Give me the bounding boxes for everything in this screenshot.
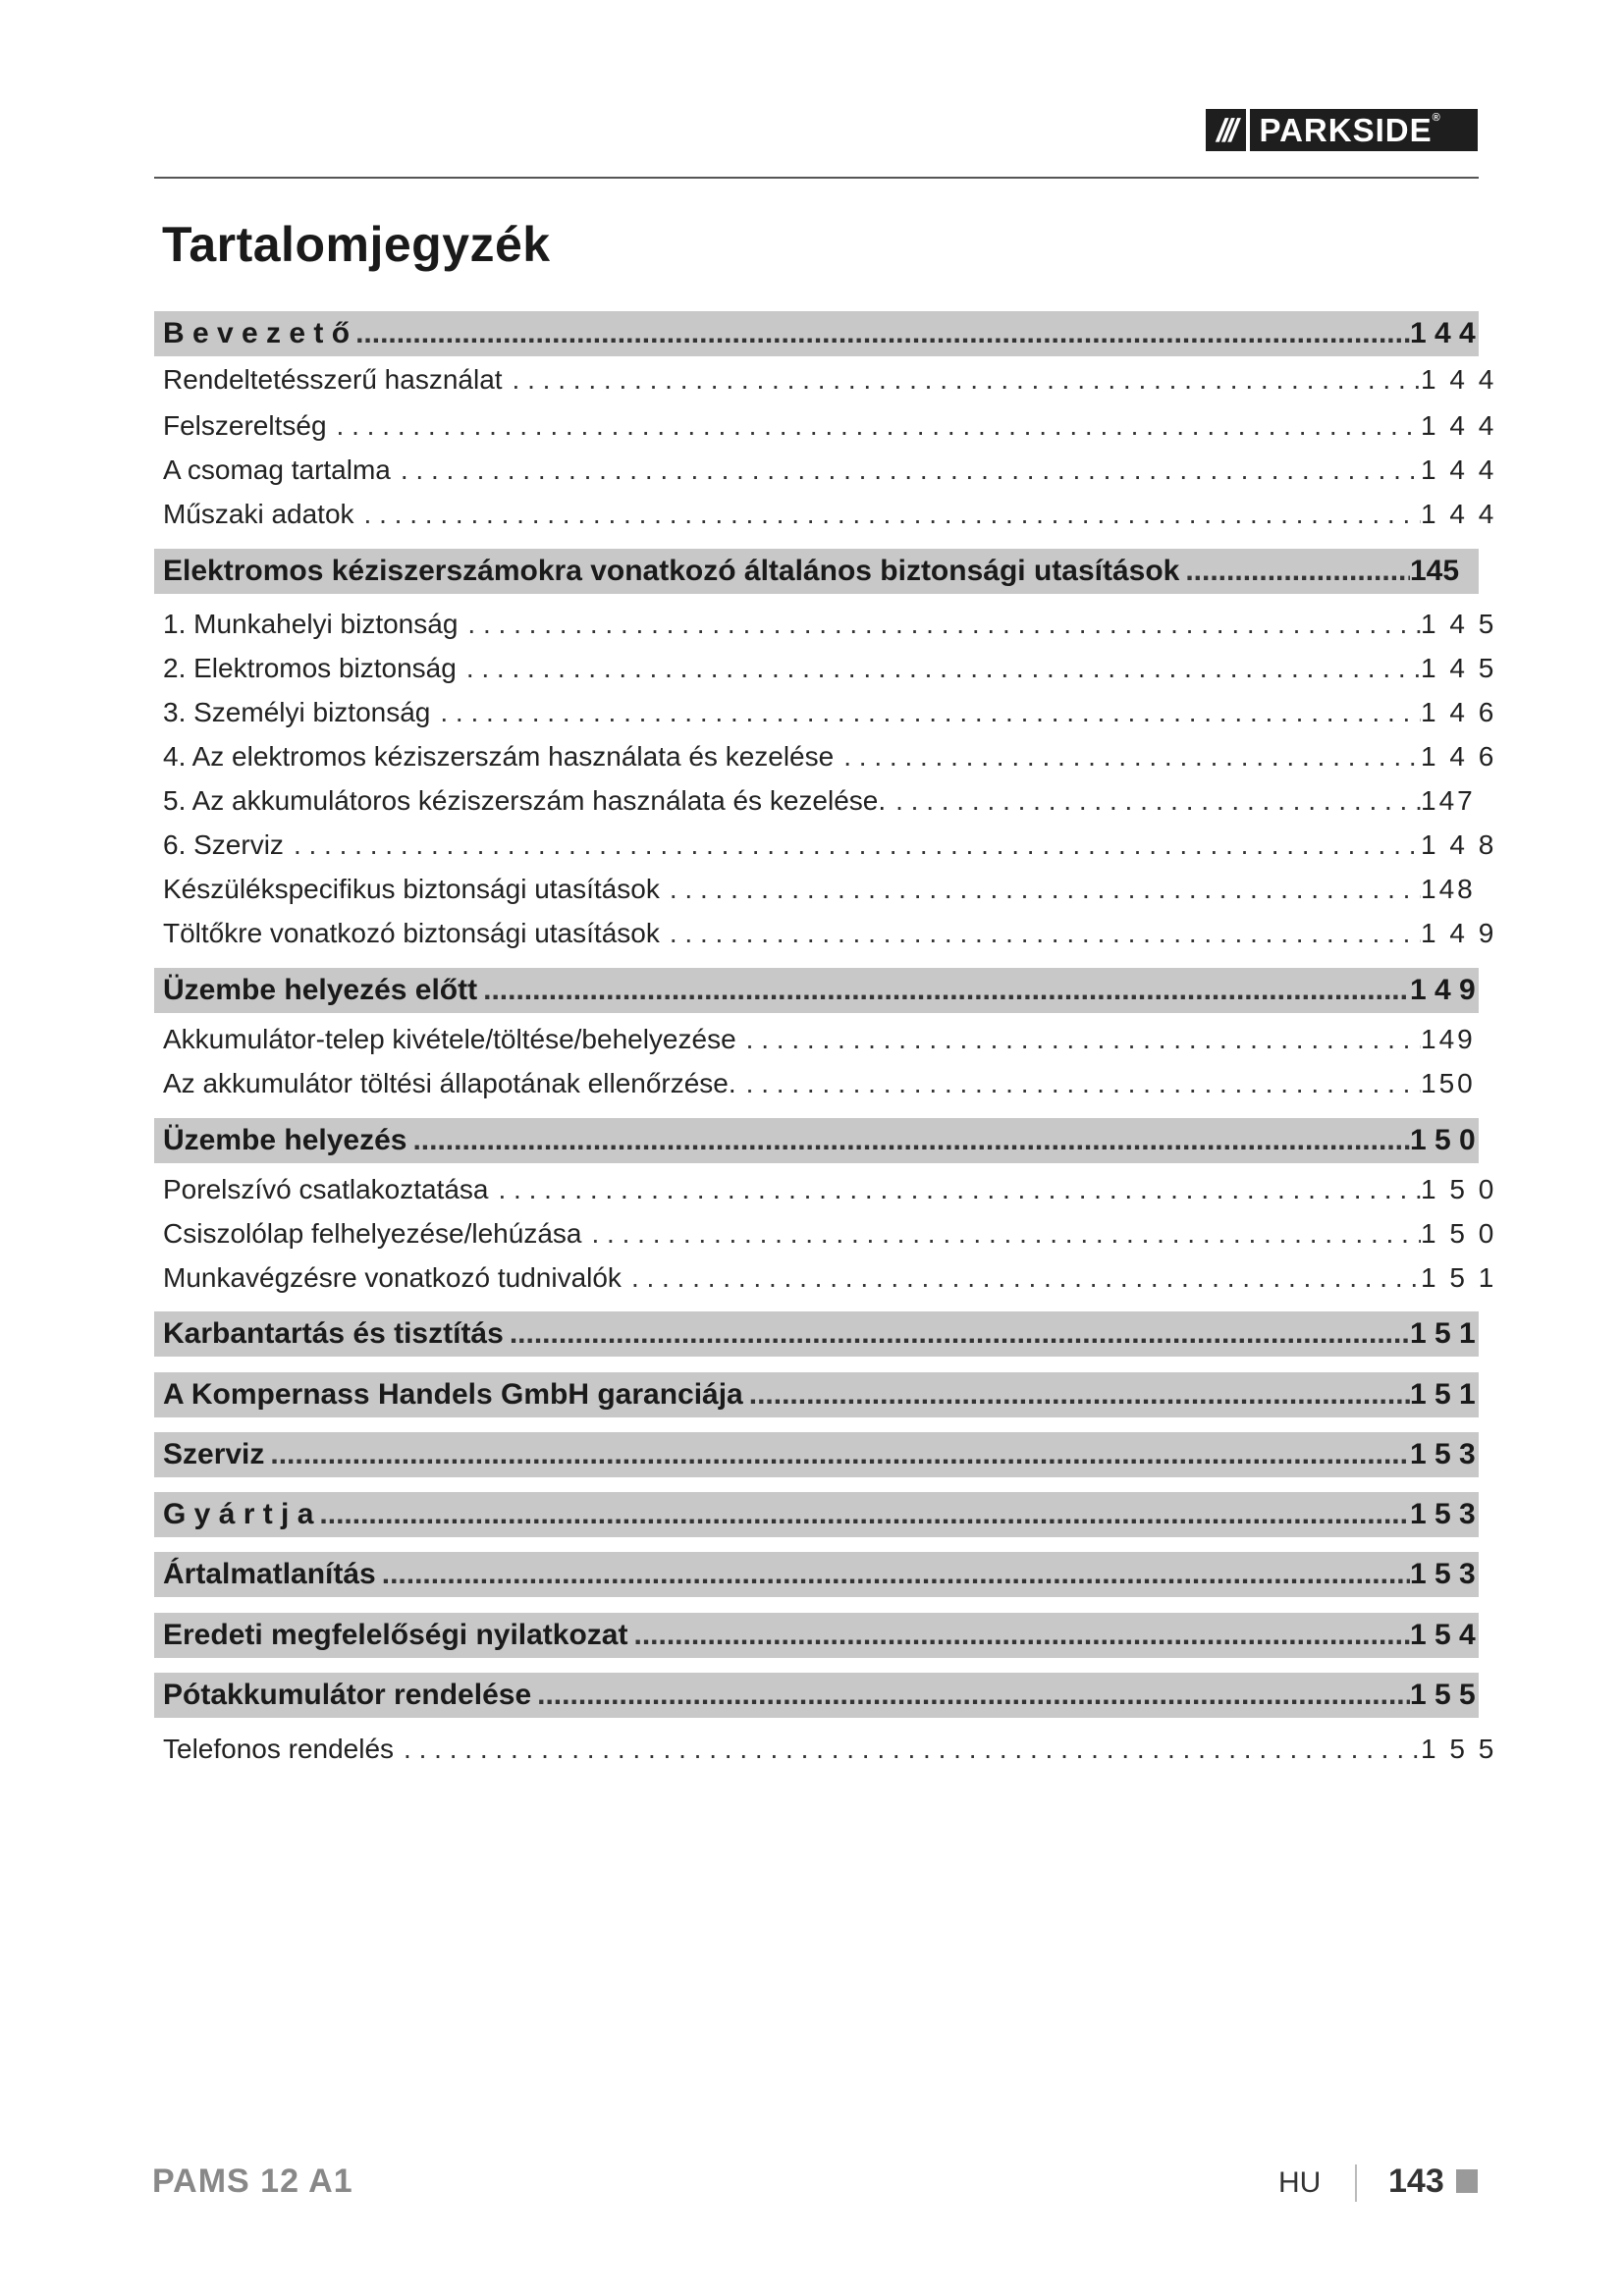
- toc-entry-row: [154, 780, 1509, 822]
- toc-page-number: 1 4 5: [1421, 653, 1497, 683]
- toc-entry-label: Felszereltség: [163, 410, 327, 441]
- toc-entry-row: [154, 648, 1509, 689]
- toc-entry-row: [154, 692, 1509, 733]
- toc-entry-row: [154, 1063, 1509, 1104]
- toc-entry-label: Műszaki adatok: [163, 499, 354, 529]
- toc-entry-label: Töltőkre vonatkozó biztonsági utasítások: [163, 918, 660, 948]
- toc-entry-row: [154, 913, 1509, 954]
- toc-page-number: 149: [1421, 1024, 1476, 1054]
- toc-page-number: 1 5 5: [1421, 1734, 1497, 1764]
- toc-entry-row: [154, 494, 1509, 535]
- toc-leader-dots: [581, 1218, 1421, 1250]
- toc-leader-dots: [834, 741, 1421, 773]
- toc-leader-dots: [736, 1068, 1421, 1099]
- toc-page-number: 1 4 4: [1421, 499, 1497, 529]
- toc-entry-label: Üzembe helyezés: [163, 1124, 407, 1156]
- toc-leader-dots: [660, 918, 1421, 949]
- toc-entry-label: Szerviz: [163, 1438, 265, 1470]
- toc-leader-dots: [457, 653, 1421, 684]
- toc-page-number: 1 5 5: [1410, 1679, 1476, 1711]
- toc-entry-label: Telefonos rendelés: [163, 1734, 395, 1764]
- toc-leader-dots: [489, 1174, 1422, 1205]
- registered-mark: ®: [1432, 111, 1441, 124]
- toc-leader-dots: [394, 1734, 1421, 1765]
- toc-leader-dots: [350, 317, 1410, 350]
- toc-entry-row: [154, 1213, 1509, 1255]
- toc-entry-label: B e v e z e t ő: [163, 317, 351, 349]
- toc-leader-dots: [622, 1262, 1421, 1294]
- toc-page-number: 1 5 3: [1410, 1498, 1476, 1530]
- toc-page-number: 1 4 6: [1421, 741, 1497, 772]
- toc-leader-dots: [327, 410, 1421, 442]
- footer-square-icon: [1456, 2169, 1478, 2193]
- toc-page-number: 1 5 1: [1421, 1262, 1497, 1293]
- toc-page-number: 147: [1421, 785, 1476, 816]
- toc-page-number: 148: [1421, 874, 1476, 904]
- toc-section-row: [154, 1372, 1479, 1417]
- toc-entry-label: Munkavégzésre vonatkozó tudnivalók: [163, 1262, 622, 1293]
- toc-entry-row: [154, 405, 1509, 447]
- toc-entry-row: [154, 1257, 1509, 1299]
- toc-page-number: 1 5 3: [1410, 1558, 1476, 1590]
- footer-separator: [1355, 2164, 1357, 2202]
- toc-entry-row: [154, 604, 1509, 645]
- toc-section-row: [154, 311, 1479, 356]
- toc-entry-row: [154, 1169, 1509, 1210]
- toc-section-row: [154, 1432, 1479, 1477]
- toc-section-row: [154, 549, 1479, 594]
- toc-page-number: 1 5 1: [1410, 1317, 1476, 1350]
- toc-page-number: 1 5 4: [1410, 1619, 1476, 1651]
- toc-entry-label: 3. Személyi biztonság: [163, 697, 431, 727]
- logo-slashes: ///: [1214, 111, 1240, 148]
- toc-leader-dots: [477, 974, 1410, 1007]
- toc-leader-dots: [354, 499, 1421, 530]
- toc-entry-row: [154, 1019, 1509, 1060]
- toc-page-number: 1 4 4: [1421, 454, 1497, 485]
- toc-leader-dots: [430, 697, 1421, 728]
- footer-model: PAMS 12 A1: [152, 2163, 353, 2200]
- toc-leader-dots: [736, 1024, 1421, 1055]
- toc-entry-label: Készülékspecifikus biztonsági utasítások: [163, 874, 660, 904]
- toc-leader-dots: [531, 1679, 1410, 1712]
- toc-page-number: 1 4 4: [1421, 410, 1497, 441]
- parkside-logo: [1206, 109, 1478, 151]
- toc-entry-label: G y á r t j a: [163, 1498, 314, 1530]
- toc-leader-dots: [627, 1619, 1410, 1652]
- toc-entry-row: [154, 825, 1509, 866]
- logo-brand-name: [1250, 112, 1441, 149]
- toc-section-row: [154, 1673, 1479, 1718]
- toc-entry-label: Ártalmatlanítás: [163, 1558, 376, 1590]
- toc-entry-label: 2. Elektromos biztonság: [163, 653, 457, 683]
- toc-section-row: [154, 1492, 1479, 1537]
- toc-leader-dots: [376, 1558, 1410, 1591]
- toc-entry-label: Csiszolólap felhelyezése/lehúzása: [163, 1218, 582, 1249]
- toc-entry-label: Karbantartás és tisztítás: [163, 1317, 504, 1350]
- footer-page-number: 143: [1388, 2163, 1444, 2200]
- toc-leader-dots: [1179, 555, 1410, 588]
- toc-entry-label: Akkumulátor-telep kivétele/töltése/behelyezése: [163, 1024, 736, 1054]
- toc-entry-label: Eredeti megfelelőségi nyilatkozat: [163, 1619, 628, 1651]
- toc-page-number: 1 4 8: [1421, 829, 1497, 860]
- brand-name: PARKSIDE: [1259, 111, 1433, 148]
- toc-entry-row: [154, 869, 1509, 910]
- toc-leader-dots: [660, 874, 1421, 905]
- toc-entry-label: Elektromos kéziszerszámokra vonatkozó általános biztonsági utasítások: [163, 555, 1180, 587]
- toc-entry-label: Üzembe helyezés előtt: [163, 974, 478, 1006]
- toc-entry-row: [154, 359, 1509, 400]
- toc-page-number: 1 4 6: [1421, 697, 1497, 727]
- toc-page-number: 1 4 5: [1421, 609, 1497, 639]
- toc-entry-label: 6. Szerviz: [163, 829, 284, 860]
- toc-page-number: 1 5 0: [1421, 1218, 1497, 1249]
- toc-section-row: [154, 1613, 1479, 1658]
- toc-page-number: 1 4 9: [1421, 918, 1497, 948]
- toc-leader-dots: [284, 829, 1421, 861]
- toc-entry-row: [154, 736, 1509, 777]
- toc-section-row: [154, 1552, 1479, 1597]
- toc-leader-dots: [886, 785, 1421, 817]
- toc-entry-label: Az akkumulátor töltési állapotának ellenőrzése.: [163, 1068, 736, 1098]
- toc-entry-row: [154, 1729, 1509, 1770]
- toc-page-number: 1 5 0: [1421, 1174, 1497, 1204]
- toc-entry-label: 4. Az elektromos kéziszerszám használata és kezelése: [163, 741, 835, 772]
- toc-leader-dots: [504, 1317, 1410, 1351]
- toc-leader-dots: [743, 1378, 1410, 1412]
- toc-entry-label: 5. Az akkumulátoros kéziszerszám használata és kezelése.: [163, 785, 887, 816]
- toc-leader-dots: [264, 1438, 1410, 1471]
- toc-entry-label: Pótakkumulátor rendelése: [163, 1679, 532, 1711]
- toc-page-number: 150: [1421, 1068, 1476, 1098]
- toc-section-row: [154, 1311, 1479, 1357]
- toc-leader-dots: [391, 454, 1421, 486]
- toc-page-number: 145: [1410, 555, 1460, 587]
- toc-section-row: [154, 968, 1479, 1013]
- toc-leader-dots: [503, 364, 1421, 396]
- toc-page-number: 1 4 4: [1410, 317, 1476, 349]
- toc-page-number: 1 5 0: [1410, 1124, 1476, 1156]
- footer-language: HU: [1278, 2166, 1322, 2199]
- toc-entry-label: 1. Munkahelyi biztonság: [163, 609, 459, 639]
- toc-page-number: 1 4 4: [1421, 364, 1497, 395]
- toc-leader-dots: [313, 1498, 1410, 1531]
- toc-entry-row: [154, 450, 1509, 491]
- toc-leader-dots: [406, 1124, 1410, 1157]
- toc-entry-label: A csomag tartalma: [163, 454, 391, 485]
- toc-page-number: 1 5 1: [1410, 1378, 1476, 1411]
- toc-section-row: [154, 1118, 1479, 1163]
- toc-page-number: 1 5 3: [1410, 1438, 1476, 1470]
- toc-entry-label: A Kompernass Handels GmbH garanciája: [163, 1378, 743, 1411]
- page-title: Tartalomjegyzék: [162, 217, 551, 272]
- toc-page-number: 1 4 9: [1410, 974, 1476, 1006]
- header-rule: [154, 177, 1479, 179]
- toc-entry-label: Rendeltetésszerű használat: [163, 364, 503, 395]
- toc-entry-label: Porelszívó csatlakoztatása: [163, 1174, 489, 1204]
- toc-leader-dots: [458, 609, 1421, 640]
